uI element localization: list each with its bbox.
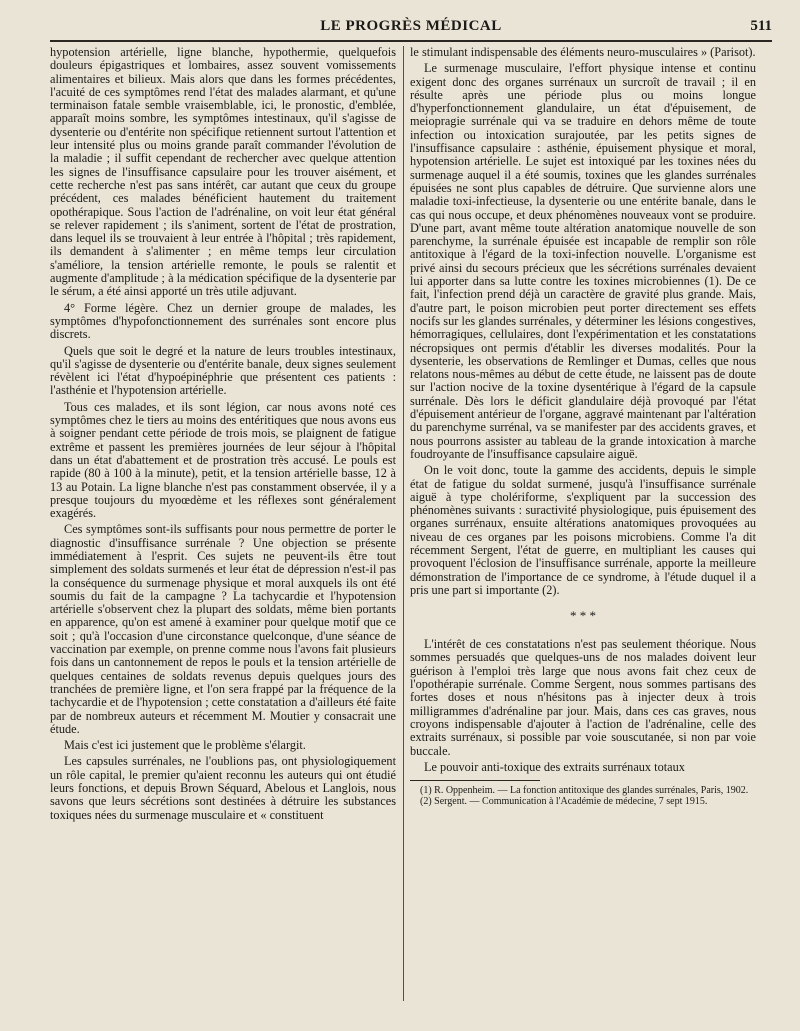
left-column — [50, 46, 396, 1017]
paragraph: Quels que soit le degré et la nature de leurs troubles intestinaux, qu'il s'agisse de dysenterie ou d'entérite banale, deux signes seulement révèlent ici l'état d'hypoépinéphrie que présentent ces patients : l'asthénie et l'hypotension artérielle. — [50, 343, 396, 398]
paragraph: L'intérêt de ces constatations n'est pas seulement théorique. Nous sommes persuadés que quelques-uns de nos malades doivent leur guérison à l'emploi très large que nous avons fait chez ceux de l'opothérapie surrénale. Comme Sergent, nous sommes partisans des fortes doses et nous n'hésitons pas à injecter deux à trois milligrammes d'adrénaline par jour. Mais, dans ces cas graves, nous croyons indispensable d'ajouter à l'action de l'adrénaline, celle des extraits surrénaux, si possible par voie souscutanée, si non par voie buccale. — [410, 637, 756, 758]
footnote: (1) R. Oppenheim. — La fonction antitoxique des glandes surrénales, Paris, 1902. — [420, 785, 749, 797]
section-asterism: * * * — [570, 608, 596, 624]
footnote-rule — [410, 780, 540, 781]
page-number: 511 — [750, 18, 772, 34]
paragraph: Les capsules surrénales, ne l'oublions pas, ont physiologiquement un rôle capital, le premier qu'aient reconnu les auteurs qui ont étudié leurs fonctions, et depuis Brown Séquard, Abelous et Langlois, nous savons que leurs sécrétions sont destinées à détruire les substances toxiques nées du surmenage musculaire et « constituent — [50, 754, 396, 822]
paragraph: Ces symptômes sont-ils suffisants pour nous permettre de porter le diagnostic d'insuffisance surrénale ? Une objection se présente immédiatement à l'esprit. Ces sujets ne peuvent-ils être tout simplement des soldats surmenés et leur état de dépression n'est-il pas la conséquence du surmenage physique et moral auxquels ils ont été soumis du fait de la campagne ? La tachycardie et l'hypotension artérielle s'observent chez la plupart des soldats, même bien portants en apparence, qu'on est amené à examiner pour quelque motif que ce soit ; qu'à l'occasion d'une circonstance quelconque, d'une séance de vaccination par exemple, on prenne comme nous l'avons fait plusieurs fois dans un cantonnement de repos le pouls et la tension artérielle de quelques centaines de soldats revenus depuis quelques jours des tranchées de première ligne, et l'on sera frappé par la fréquence de la tachycardie et de l'hypotension ; cette constatation a d'ailleurs été faite par de nombreux auteurs et récemment M. Moutier y consacrait une étude. — [50, 522, 396, 736]
paragraph: Tous ces malades, et ils sont légion, car nous avons noté ces symptômes chez le tiers au moins des entéritiques que nous avons eus à soigner pendant cette période de trois mois, se plaignent de fatigue extrême et passent les premières journées de leur séjour à l'hôpital dans un état d'abattement et de prostration très accusé. Le pouls est rapide (80 à 100 à la minute), petit, et la tension artérielle basse, 12 à 13 au Potain. La ligne blanche n'est pas constamment observée, il y a presque toujours du myoœdème et les réflexes sont généralement exagérés. — [50, 399, 396, 521]
paragraph: 4° Forme légère. Chez un dernier groupe de malades, les symptômes d'hypofonctionnement des surrénales sont encore plus discrets. — [50, 300, 396, 342]
page-header — [50, 18, 772, 42]
paragraph: Mais c'est ici justement que le problème s'élargit. — [64, 738, 306, 753]
paragraph: Le surmenage musculaire, l'effort physique intense et continu exigent donc des organes surrénaux un surcroît de travail ; il en résulte après une période plus ou moins longue d'hyperfonctionnement glandulaire, un état d'épuisement, de meiopragie surrénale qui va se traduire en dehors même de toute infection ou intoxication surajoutée, par les petits signes de l'insuffisance capsulaire : asthénie, épuisement physique et moral, hypotension artérielle. Le sujet est intoxiqué par les toxines nées du surmenage auquel il a été soumis, toxines que les glandes surrénales épuisées ne sont plus capables de détruire. Que survienne alors une maladie toxi-infectieuse, la dysenterie ou une entérite banale, dans le cas qui nous occupe, et deux phénomènes nouveaux vont se produire. D'une part, avant même toute altération anatomique nouvelle de son parenchyme, la surrénale épuisée est incapable de remplir son rôle antitoxique à l'égard de la toxi-infection nouvelle. L'organisme est privé ainsi du secours précieux que les sécrétions surrénales devaient lui apporter dans sa lutte contre les toxines microbiennes (1). De ce fait, l'infection prend déjà un caractère de gravité plus grande. Mais, d'autre part, le poison microbien peut porter directement ses effets nocifs sur les glandes surrénales, y déterminer les lésions congestives, hémorragiques, cellulaires, dont l'expérimentation et les constatations nécropsiques ont permis d'établir les diverses modalités. Pour la dysenterie, les observations de Remlinger et Dumas, celles que nous relatons nous-mêmes au début de cette étude, ne laissent pas de doute sur l'action nocive de la toxine dysentérique à l'égard de la capsule surrénale. Dès lors le déficit glandulaire déjà provoqué par l'état d'épuisement antérieur de l'organe, aggravé maintenant par l'altération du parenchyme surrénal, va se manifester par des accidents graves, et nous pourrons assister au tableau de la grande intoxication à marche foudroyante de l'insuffisance capsulaire aiguë. — [410, 61, 756, 461]
paragraph: le stimulant indispensable des éléments neuro-musculaires » (Parisot). — [410, 46, 756, 59]
column-divider — [403, 46, 404, 1001]
footnote: (2) Sergent. — Communication à l'Académie de médecine, 7 sept 1915. — [420, 796, 708, 808]
paragraph: Le pouvoir anti-toxique des extraits surrénaux totaux — [424, 759, 685, 774]
right-column — [410, 46, 756, 1017]
journal-title: LE PROGRÈS MÉDICAL — [320, 18, 502, 34]
paragraph: hypotension artérielle, ligne blanche, hypothermie, quelquefois douleurs épigastriques et lombaires, assez souvent vomissements alimentaires et bilieux. Mais alors que dans les formes précédentes, l'acuité de ces symptômes rend l'état des malades alarmant, et qu'une terminaison fatale semble vraisemblable, ici, le pronostic, d'emblée, apparaît moins sombre, les symptômes intestinaux, qu'il s'agisse de dysenterie ou d'entérite non spécifique retiennent surtout l'attention et leur intensité plus ou moins grande paraît commander l'évolution de la maladie ; il suffit cependant de rechercher avec quelque attention les signes de l'insuffisance capsulaire pour les trouver aisément, et cette recherche n'est pas sans intérêt, car autant que ceux du groupe précédent, ces malades bénéficient hautement du traitement opothérapique. Sous l'action de l'adrénaline, on voit leur état général se relever rapidement ; ils s'animent, sortent de l'état de prostration, dans lequel ils se trouvaient à leur entrée à l'hôpital ; très rapidement, ils demandent à s'alimenter ; en même temps leur circulation s'améliore, la tension artérielle remonte, le pouls se ralentit et augmente d'amplitude ; à la médication spécifique de la dysenterie par le sérum, a été ainsi apporté un très utile adjuvant. — [50, 46, 396, 299]
paragraph: On le voit donc, toute la gamme des accidents, depuis le simple état de fatigue du soldat surmené, jusqu'à l'insuffisance surrénale aiguë à type cholériforme, s'expliquent par la succession des phénomènes suivants : suractivité physiologique, puis épuisement des organes surrénaux, ensuite altérations anatomiques provoquées au niveau de ces organes par les poisons microbiens. Comme l'a dit récemment Sergent, l'état de guerre, en multipliant les causes qui provoquent l'éclosion de l'insuffisance surrénale, apporte la meilleure démonstration de l'importance de ce syndrome, à l'étude duquel il a pris une part si importante (2). — [410, 463, 756, 597]
